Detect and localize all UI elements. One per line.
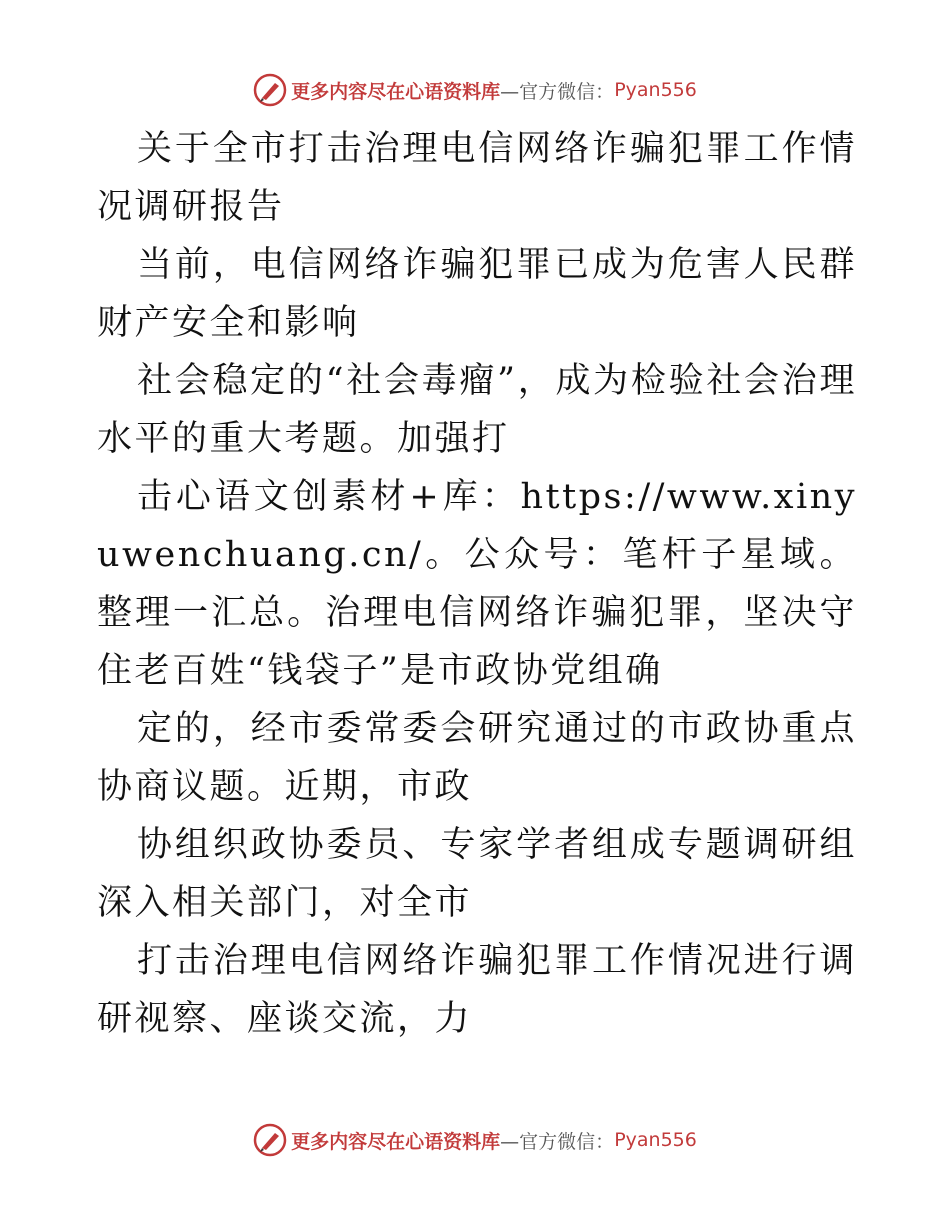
- paragraph: 定的，经市委常委会研究通过的市政协重点协商议题。近期，市政: [97, 709, 857, 807]
- paragraph: 击心语文创素材+库：https://www.xinyuwenchuang.cn/。公众号：笔杆子星域。整理一汇总。治理电信网络诈骗犯罪，坚决守住老百姓“钱袋子”是市政协党组确: [97, 477, 857, 691]
- paragraph: 打击治理电信网络诈骗犯罪工作情况进行调研视察、座谈交流，力: [97, 941, 857, 1039]
- paragraph: 当前，电信网络诈骗犯罪已成为危害人民群财产安全和影响: [97, 245, 857, 343]
- footer-site-name: 更多内容尽在心语资料库: [291, 1130, 501, 1153]
- pen-logo-icon: [253, 1123, 287, 1157]
- paragraph-title: 关于全市打击治理电信网络诈骗犯罪工作情况调研报告: [97, 129, 857, 227]
- header-watermark: [0, 70, 950, 110]
- pen-logo-icon: [253, 73, 287, 107]
- footer-wechat-id: Pyan556: [614, 1129, 697, 1151]
- header-site-name: 更多内容尽在心语资料库: [291, 80, 501, 103]
- paragraph: 协组织政协委员、专家学者组成专题调研组深入相关部门，对全市: [97, 825, 857, 923]
- header-wechat-id: Pyan556: [614, 79, 697, 101]
- footer-official-label: —官方微信：: [500, 1130, 615, 1153]
- document-body: [97, 120, 857, 1048]
- footer-watermark: [0, 1120, 950, 1160]
- paragraph: 社会稳定的“社会毒瘤”，成为检验社会治理水平的重大考题。加强打: [97, 361, 857, 459]
- header-official-label: —官方微信：: [500, 80, 615, 103]
